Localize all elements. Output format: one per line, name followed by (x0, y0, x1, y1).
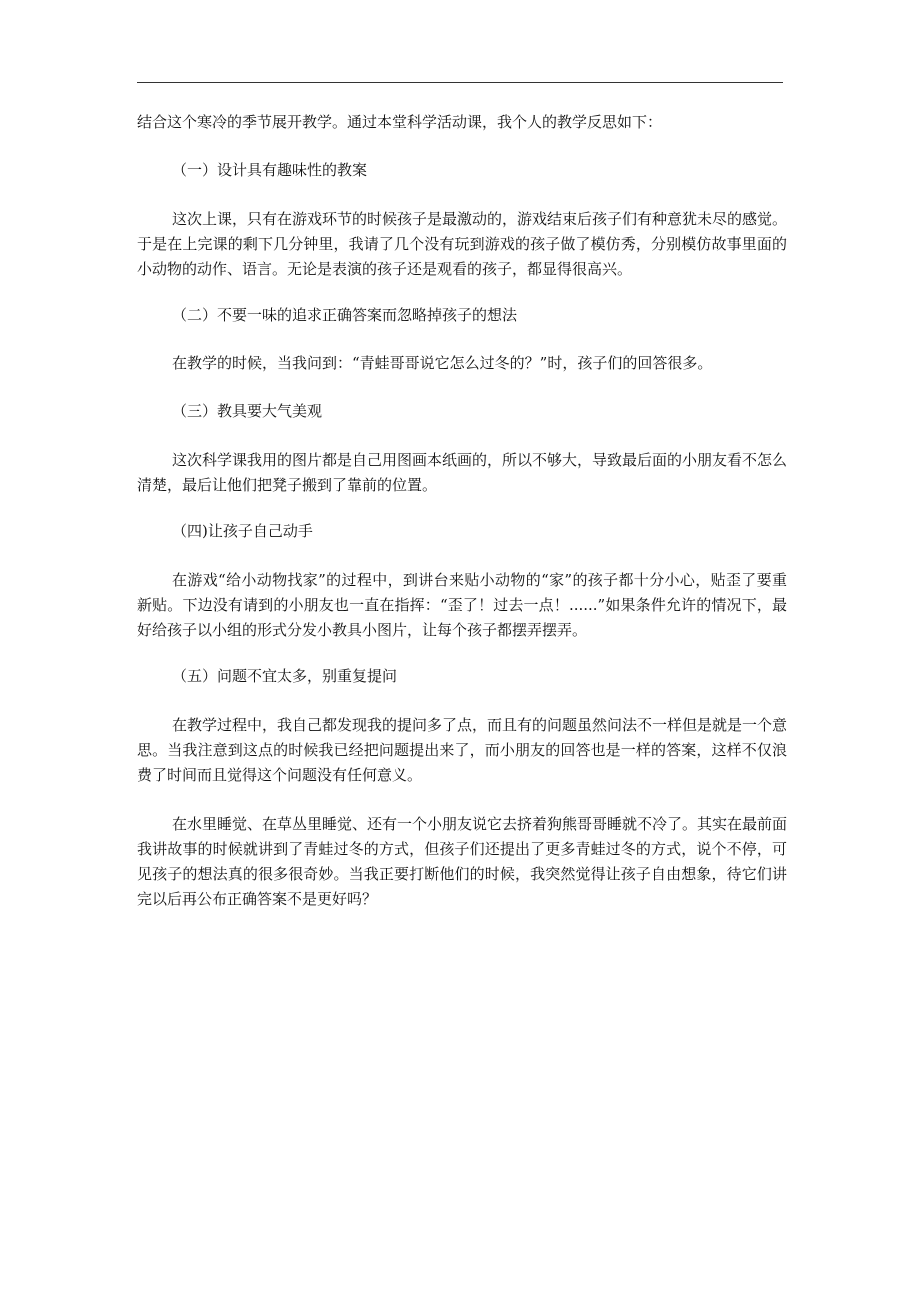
section-heading-1: （一）设计具有趣味性的教案 (172, 161, 368, 179)
section-body-3: 这次科学课我用的图片都是自己用图画本纸画的，所以不够大，导致最后面的小朋友看不怎么清楚，最后让他们把凳子搬到了靠前的位置。 (137, 451, 788, 494)
section-body-5: 在教学过程中，我自己都发现我的提问多了点，而且有的问题虽然问法不一样但是就是一个意思。当我注意到这点的时候我已经把问题提出来了，而小朋友的回答也是一样的答案，这样不仅浪费了时间而且觉得这个问题没有任何意义。 (137, 716, 788, 784)
header-rule (137, 82, 783, 83)
section-body-4: 在游戏“给小动物找家”的过程中，到讲台来贴小动物的“家”的孩子都十分小心，贴歪了要重新贴。下边没有请到的小朋友也一直在指挥：“歪了！过去一点！......”如果条件允许的情况下，最好给孩子以小组的形式分发小教具小图片，让每个孩子都摆弄摆弄。 (137, 571, 787, 639)
intro-paragraph: 结合这个寒冷的季节展开教学。通过本堂科学活动课，我个人的教学反思如下： (137, 113, 663, 131)
section-body-2: 在教学的时候，当我问到：“青蛙哥哥说它怎么过冬的？”时，孩子们的回答很多。 (172, 354, 713, 372)
section-heading-4: （四)让孩子自己动手 (172, 522, 313, 540)
closing-paragraph: 在水里睡觉、在草丛里睡觉、还有一个小朋友说它去挤着狗熊哥哥睡就不冷了。其实在最前面我讲故事的时候就讲到了青蛙过冬的方式，但孩子们还提出了更多青蛙过冬的方式，说个不停，可见孩子的想法真的很多很奇妙。当我正要打断他们的时候，我突然觉得让孩子自由想象，待它们讲完以后再公布正确答案不是更好吗？ (137, 815, 788, 908)
section-heading-3: （三）教具要大气美观 (172, 402, 323, 420)
section-body-1: 这次上课，只有在游戏环节的时候孩子是最激动的，游戏结束后孩子们有种意犹未尽的感觉。于是在上完课的剩下几分钟里，我请了几个没有玩到游戏的孩子做了模仿秀，分别模仿故事里面的小动物的动作、语言。无论是表演的孩子还是观看的孩子，都显得很高兴。 (137, 210, 788, 278)
section-heading-2: （二）不要一味的追求正确答案而忽略掉孩子的想法 (172, 306, 518, 324)
section-heading-5: （五）问题不宜太多，别重复提问 (172, 667, 398, 685)
document-body (137, 110, 787, 912)
